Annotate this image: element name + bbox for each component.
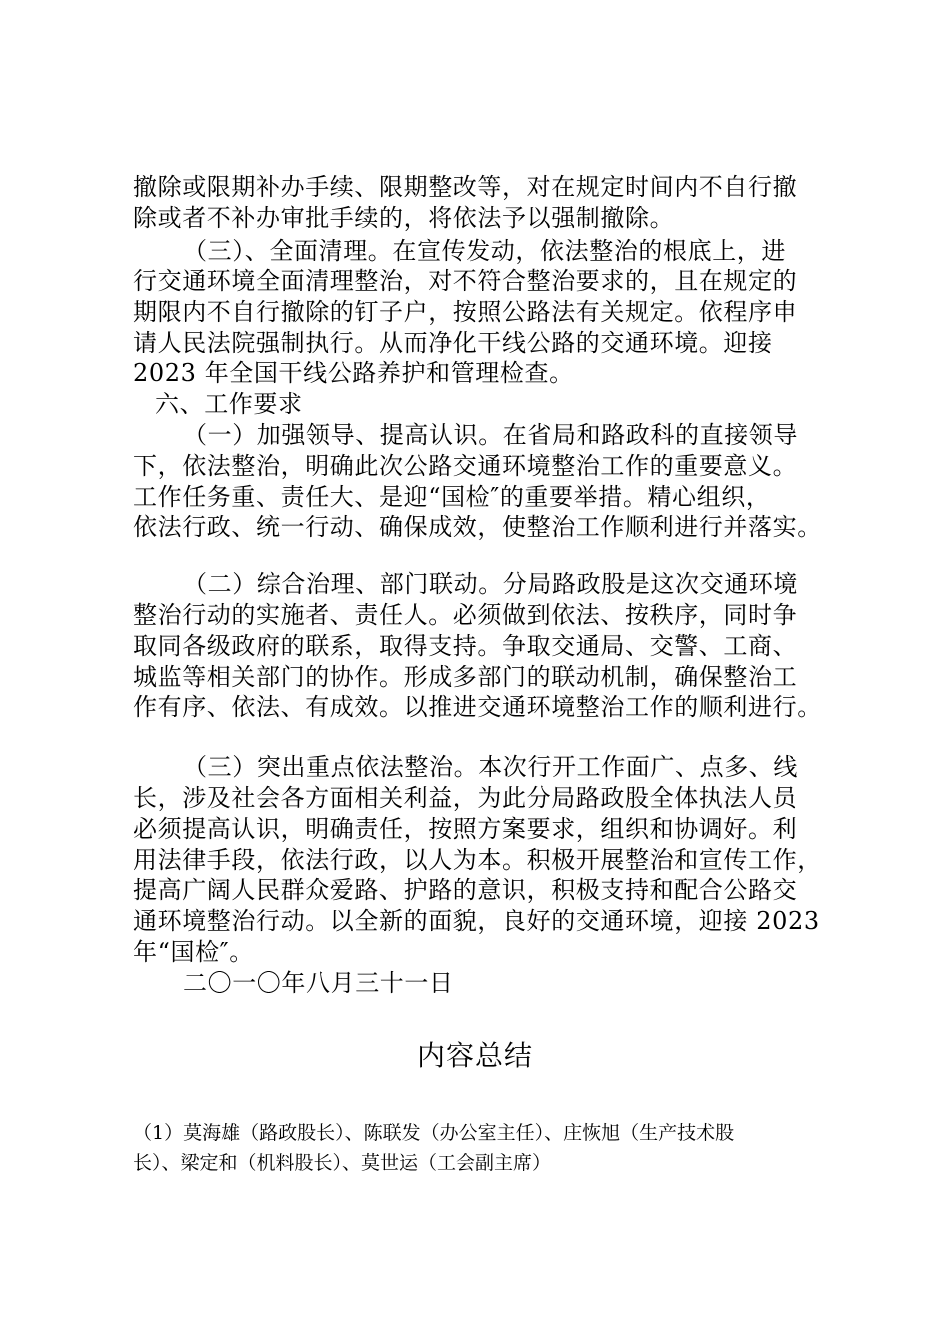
section-heading: 六、工作要求: [155, 390, 303, 418]
body-line: 整治行动的实施者、责任人。必须做到依法、按秩序，同时争: [133, 601, 798, 629]
body-line: （三）突出重点依法整治。本次行开工作面广、点多、线: [183, 753, 798, 781]
body-line: 取同各级政府的联系，取得支持。争取交通局、交警、工商、: [133, 632, 798, 660]
body-line: 用法律手段，依法行政，以人为本。积极开展整治和宣传工作，: [133, 846, 822, 874]
body-line: 下，依法整治，明确此次公路交通环境整治工作的重要意义。: [133, 452, 798, 480]
summary-line: 长）、梁定和（机料股长）、莫世运（工会副主席）: [133, 1152, 552, 1174]
body-line: 长，涉及社会各方面相关利益，为此分局路政股全体执法人员: [133, 784, 798, 812]
body-line: （二）综合治理、部门联动。分局路政股是这次交通环境: [183, 570, 798, 598]
body-line: 依法行政、统一行动、确保成效，使整治工作顺利进行并落实。: [133, 513, 822, 541]
body-line: （一）加强领导、提高认识。在省局和路政科的直接领导: [183, 421, 798, 449]
body-line: 通环境整治行动。以全新的面貌，良好的交通环境，迎接 2023: [133, 907, 820, 935]
body-line: 城监等相关部门的协作。形成多部门的联动机制，确保整治工: [133, 663, 798, 691]
body-line: 工作任务重、责任大、是迎“国检″的重要举措。精心组织，: [133, 483, 771, 511]
body-line: 除或者不补办审批手续的，将依法予以强制撤除。: [133, 204, 675, 232]
body-line: 提高广阔人民群众爱路、护路的意识，积极支持和配合公路交: [133, 876, 798, 904]
body-line: 必须提高认识，明确责任，按照方案要求，组织和协调好。利: [133, 815, 798, 843]
body-line: 2023 年全国干线公路养护和管理检查。: [133, 359, 574, 387]
document-date: 二〇一〇年八月三十一日: [183, 969, 454, 997]
body-line: 请人民法院强制执行。从而净化干线公路的交通环境。迎接: [133, 329, 773, 357]
summary-title: 内容总结: [416, 1039, 533, 1072]
body-line: 作有序、依法、有成效。以推进交通环境整治工作的顺利进行。: [133, 693, 822, 721]
summary-line: （1）莫海雄（路政股长）、陈联发（办公室主任）、庄恢旭（生产技术股: [133, 1122, 735, 1144]
body-line: 撤除或限期补办手续、限期整改等，对在规定时间内不自行撤: [133, 173, 798, 201]
body-line: 年“国检″。: [133, 938, 254, 966]
body-line: 期限内不自行撤除的钉子户，按照公路法有关规定。依程序申: [133, 298, 798, 326]
body-line: 行交通环境全面清理整治，对不符合整治要求的，且在规定的: [133, 267, 798, 295]
body-line: （三）、全面清理。在宣传发动，依法整治的根底上，进: [183, 237, 786, 265]
